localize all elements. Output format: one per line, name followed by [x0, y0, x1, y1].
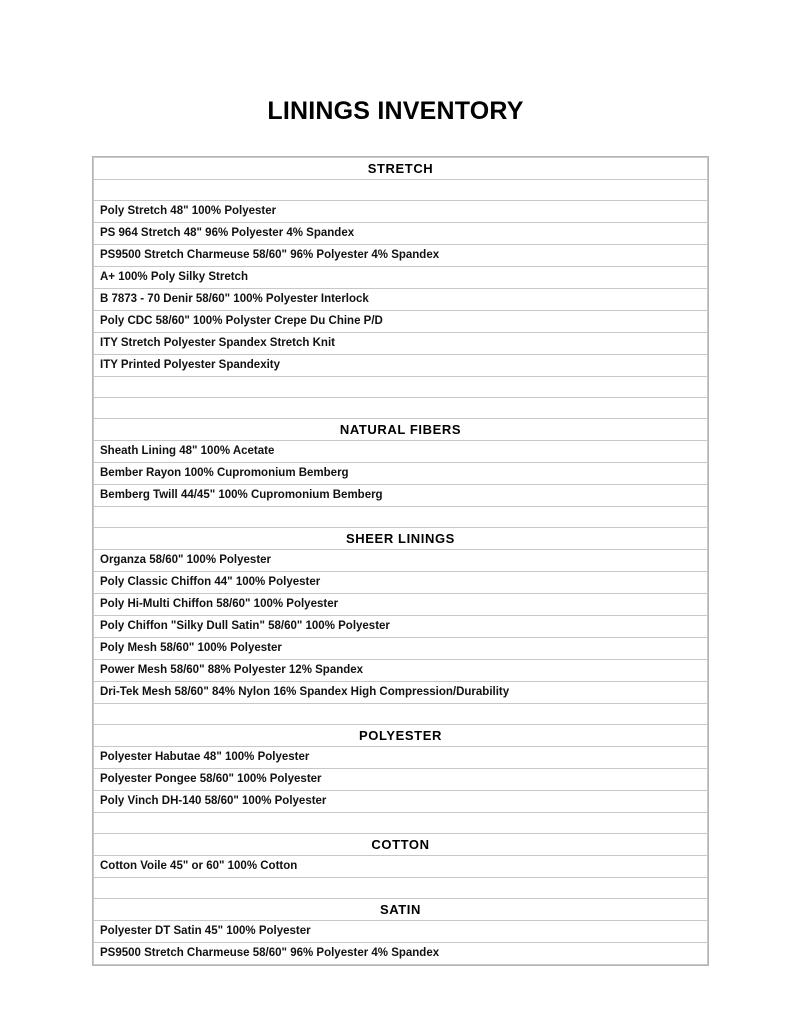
- inventory-item-cell: Organza 58/60" 100% Polyester: [94, 550, 708, 572]
- table-row: [94, 180, 708, 201]
- inventory-item-cell: ITY Stretch Polyester Spandex Stretch Knit: [94, 333, 708, 355]
- inventory-item-cell: B 7873 - 70 Denir 58/60" 100% Polyester Interlock: [94, 289, 708, 311]
- inventory-item-cell: PS 964 Stretch 48" 96% Polyester 4% Spandex: [94, 223, 708, 245]
- table-row: [94, 834, 708, 856]
- table-row: [94, 550, 708, 572]
- table-row: [94, 289, 708, 311]
- table-row: [94, 507, 708, 528]
- inventory-item-cell: Sheath Lining 48" 100% Acetate: [94, 441, 708, 463]
- table-row: [94, 594, 708, 616]
- inventory-table-body: [94, 158, 708, 965]
- spacer-cell: [94, 878, 708, 899]
- inventory-item-cell: Poly Stretch 48" 100% Polyester: [94, 201, 708, 223]
- inventory-item-cell: Bemberg Twill 44/45" 100% Cupromonium Bemberg: [94, 485, 708, 507]
- table-row: [94, 943, 708, 965]
- spacer-cell: [94, 377, 708, 398]
- table-row: [94, 441, 708, 463]
- table-row: [94, 158, 708, 180]
- inventory-item-cell: Power Mesh 58/60" 88% Polyester 12% Spandex: [94, 660, 708, 682]
- table-row: [94, 333, 708, 355]
- inventory-item-cell: Dri-Tek Mesh 58/60" 84% Nylon 16% Spandex High Compression/Durability: [94, 682, 708, 704]
- table-row: [94, 899, 708, 921]
- inventory-item-cell: Poly Chiffon "Silky Dull Satin" 58/60" 100% Polyester: [94, 616, 708, 638]
- table-row: [94, 704, 708, 725]
- table-row: [94, 747, 708, 769]
- table-row: [94, 201, 708, 223]
- table-row: [94, 856, 708, 878]
- inventory-item-cell: ITY Printed Polyester Spandexity: [94, 355, 708, 377]
- inventory-table-container: [93, 157, 708, 965]
- table-row: [94, 921, 708, 943]
- page-title: LININGS INVENTORY: [267, 97, 524, 125]
- table-row: [94, 769, 708, 791]
- table-row: [94, 377, 708, 398]
- table-row: [94, 616, 708, 638]
- inventory-item-cell: PS9500 Stretch Charmeuse 58/60" 96% Polyester 4% Spandex: [94, 943, 708, 965]
- section-header-cell: STRETCH: [94, 158, 708, 180]
- spacer-cell: [94, 398, 708, 419]
- table-row: [94, 813, 708, 834]
- inventory-item-cell: Polyester Pongee 58/60" 100% Polyester: [94, 769, 708, 791]
- spacer-cell: [94, 704, 708, 725]
- table-row: [94, 485, 708, 507]
- table-row: [94, 791, 708, 813]
- table-row: [94, 419, 708, 441]
- inventory-item-cell: Polyester DT Satin 45" 100% Polyester: [94, 921, 708, 943]
- inventory-item-cell: Polyester Habutae 48" 100% Polyester: [94, 747, 708, 769]
- table-row: [94, 682, 708, 704]
- inventory-item-cell: Poly Mesh 58/60" 100% Polyester: [94, 638, 708, 660]
- table-row: [94, 223, 708, 245]
- table-row: [94, 355, 708, 377]
- section-header-cell: SHEER LININGS: [94, 528, 708, 550]
- inventory-item-cell: Cotton Voile 45" or 60" 100% Cotton: [94, 856, 708, 878]
- section-header-cell: POLYESTER: [94, 725, 708, 747]
- inventory-item-cell: Poly Classic Chiffon 44" 100% Polyester: [94, 572, 708, 594]
- table-row: [94, 660, 708, 682]
- table-row: [94, 398, 708, 419]
- table-row: [94, 463, 708, 485]
- section-header-cell: SATIN: [94, 899, 708, 921]
- inventory-item-cell: PS9500 Stretch Charmeuse 58/60" 96% Polyester 4% Spandex: [94, 245, 708, 267]
- inventory-item-cell: Poly CDC 58/60" 100% Polyster Crepe Du Chine P/D: [94, 311, 708, 333]
- spacer-cell: [94, 813, 708, 834]
- section-header-cell: NATURAL FIBERS: [94, 419, 708, 441]
- spacer-cell: [94, 180, 708, 201]
- table-row: [94, 572, 708, 594]
- table-row: [94, 267, 708, 289]
- linings-inventory-table: [93, 157, 708, 965]
- inventory-item-cell: Poly Vinch DH-140 58/60" 100% Polyester: [94, 791, 708, 813]
- spacer-cell: [94, 507, 708, 528]
- section-header-cell: COTTON: [94, 834, 708, 856]
- inventory-item-cell: Bember Rayon 100% Cupromonium Bemberg: [94, 463, 708, 485]
- table-row: [94, 725, 708, 747]
- table-row: [94, 638, 708, 660]
- inventory-item-cell: A+ 100% Poly Silky Stretch: [94, 267, 708, 289]
- table-row: [94, 878, 708, 899]
- table-row: [94, 528, 708, 550]
- table-row: [94, 245, 708, 267]
- inventory-item-cell: Poly Hi-Multi Chiffon 58/60" 100% Polyester: [94, 594, 708, 616]
- table-row: [94, 311, 708, 333]
